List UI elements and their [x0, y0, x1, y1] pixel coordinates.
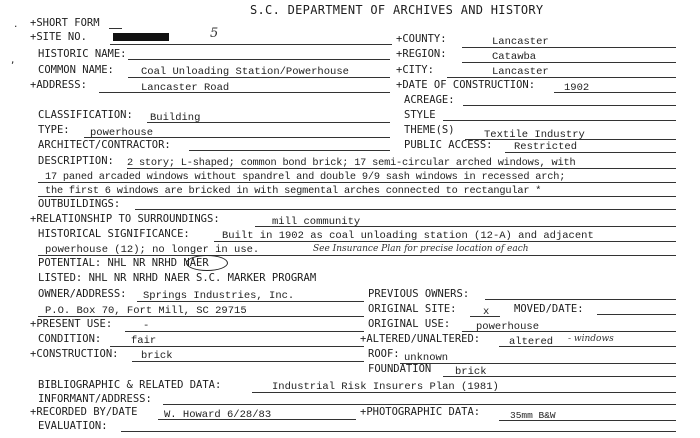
significance-line-2: powerhouse (12); no longer in use.	[45, 244, 260, 256]
present-use-label: +PRESENT USE:	[30, 318, 113, 330]
roof-value: unknown	[404, 352, 449, 364]
original-use-value: powerhouse	[476, 321, 540, 333]
acreage-label: ACREAGE:	[404, 94, 455, 106]
themes-value: Textile Industry	[484, 129, 585, 141]
informant-label: INFORMANT/ADDRESS:	[38, 393, 152, 405]
roof-label: ROOF:	[368, 348, 400, 360]
page-title: S.C. DEPARTMENT OF ARCHIVES AND HISTORY	[250, 3, 544, 17]
relationship-label: +RELATIONSHIP TO SURROUNDINGS:	[30, 213, 220, 225]
site-no-handwritten: 5	[210, 26, 219, 41]
description-line-3: the first 6 windows are bricked in with segmental arches connected to rectangular *	[45, 185, 542, 197]
bibliographic-label: BIBLIOGRAPHIC & RELATED DATA:	[38, 379, 222, 391]
outbuildings-label: OUTBUILDINGS:	[38, 198, 121, 210]
owner-line-1: Springs Industries, Inc.	[143, 290, 295, 302]
county-value: Lancaster	[492, 36, 549, 48]
listed-label: LISTED: NHL NR NRHD NAER S.C. MARKER PROGRAM	[38, 272, 317, 284]
address-value: Lancaster Road	[141, 82, 230, 94]
classification-label: CLASSIFICATION:	[38, 109, 133, 121]
moved-date-label: MOVED/DATE:	[514, 303, 584, 315]
recorded-by-value: W. Howard 6/28/83	[164, 409, 272, 421]
construction-value: brick	[141, 350, 173, 362]
style-label: STYLE	[404, 109, 436, 121]
altered-value: altered	[509, 336, 554, 348]
common-name-value: Coal Unloading Station/Powerhouse	[141, 66, 349, 78]
public-access-value: Restricted	[514, 141, 578, 153]
public-access-label: PUBLIC ACCESS:	[404, 139, 493, 151]
altered-handwritten: - windows	[568, 334, 614, 344]
historical-significance-label: HISTORICAL SIGNIFICANCE:	[38, 228, 190, 240]
redacted-site-number	[113, 33, 169, 41]
significance-line-1: Built in 1902 as coal unloading station (12-A) and adjacent	[222, 230, 594, 242]
site-no-label: +SITE NO.	[30, 31, 87, 43]
condition-value: fair	[131, 335, 157, 347]
description-line-1: 2 story; L-shaped; common bond brick; 17 semi-circular arched windows, with	[127, 157, 576, 169]
relationship-value: mill community	[272, 216, 361, 228]
common-name-label: COMMON NAME:	[38, 64, 114, 76]
themes-label: THEME(S)	[404, 124, 455, 136]
type-label: TYPE:	[38, 124, 70, 136]
margin-mark: .	[13, 20, 19, 30]
altered-label: +ALTERED/UNALTERED:	[360, 333, 481, 345]
evaluation-label: EVALUATION:	[38, 420, 108, 432]
photographic-data-value: 35mm B&W	[510, 410, 556, 421]
present-use-value: -	[143, 320, 150, 332]
type-value: powerhouse	[90, 127, 154, 139]
previous-owners-label: PREVIOUS OWNERS:	[368, 288, 470, 300]
foundation-value: brick	[455, 366, 487, 378]
foundation-label: FOUNDATION	[368, 363, 432, 375]
description-line-2: 17 paned arcaded windows without spandrel and double 9/9 sash windows in recessed arch;	[45, 171, 566, 183]
bibliographic-value: Industrial Risk Insurers Plan (1981)	[272, 381, 499, 393]
address-label: +ADDRESS:	[30, 79, 87, 91]
region-value: Catawba	[492, 51, 537, 63]
condition-label: CONDITION:	[38, 333, 102, 345]
historic-name-label: HISTORIC NAME:	[38, 48, 127, 60]
owner-line-2: P.O. Box 70, Fort Mill, SC 29715	[45, 305, 247, 317]
potential-label: POTENTIAL: NHL NR NRHD NAER	[38, 257, 209, 269]
description-label: DESCRIPTION:	[38, 155, 114, 167]
city-label: +CITY:	[396, 64, 434, 76]
nrhd-circle-mark	[186, 255, 228, 271]
construction-label: +CONSTRUCTION:	[30, 348, 119, 360]
date-of-construction-label: +DATE OF CONSTRUCTION:	[396, 79, 536, 91]
owner-address-label: OWNER/ADDRESS:	[38, 288, 127, 300]
classification-value: Building	[150, 112, 201, 124]
city-value: Lancaster	[492, 66, 549, 78]
significance-handwritten: See Insurance Plan for precise location of each	[313, 244, 529, 254]
original-site-value: x	[483, 306, 490, 318]
date-of-construction-value: 1902	[564, 82, 590, 94]
photographic-data-label: +PHOTOGRAPHIC DATA:	[360, 406, 481, 418]
original-site-label: ORIGINAL SITE:	[368, 303, 457, 315]
recorded-by-label: +RECORDED BY/DATE	[30, 406, 138, 418]
margin-mark: ,	[10, 56, 16, 66]
form-type: +SHORT FORM	[30, 17, 100, 29]
original-use-label: ORIGINAL USE:	[368, 318, 451, 330]
county-label: +COUNTY:	[396, 33, 447, 45]
architect-label: ARCHITECT/CONTRACTOR:	[38, 139, 171, 151]
region-label: +REGION:	[396, 48, 447, 60]
